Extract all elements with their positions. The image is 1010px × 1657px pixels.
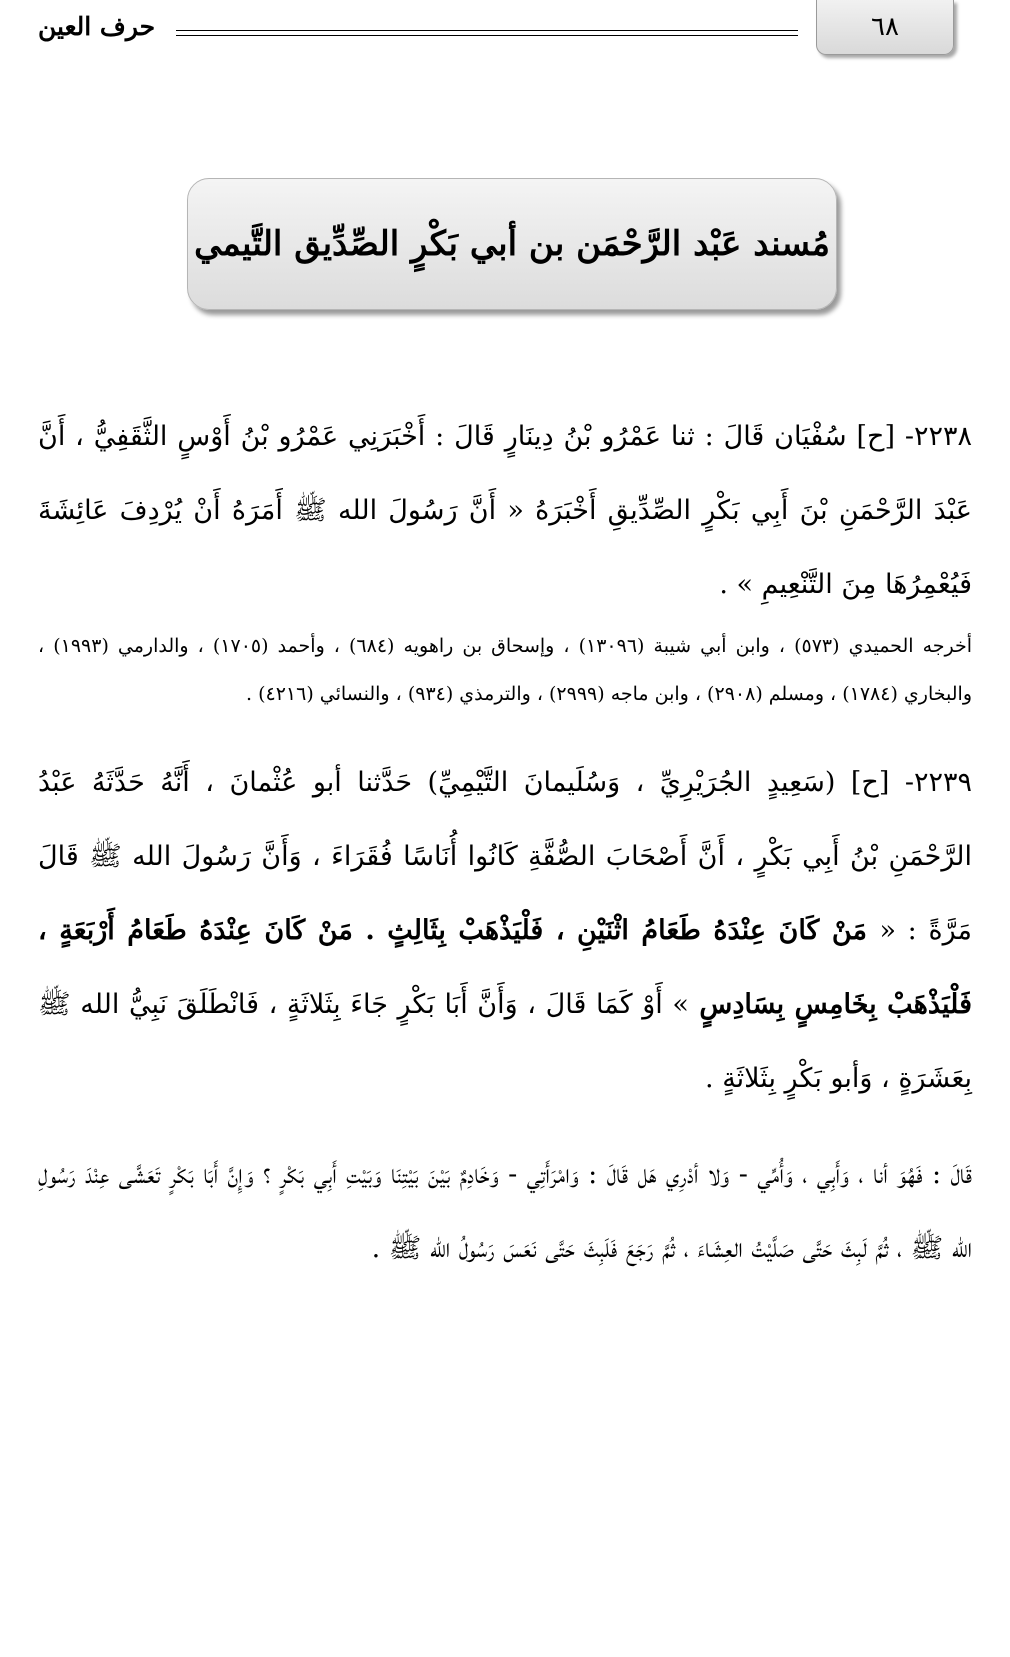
section-title-box	[187, 178, 837, 310]
hadith-2238-footnote: أخرجه الحميدي (٥٧٣) ، وابن أبي شيبة (١٣٠٩٦) ، وإسحاق بن راهويه (٦٨٤) ، وأحمد (١٧٠٥) ، والدارمي (١٩٩٣) ، والبخاري (١٧٨٤) ، ومسلم (٢٩٠٨) ، وابن ماجه (٢٩٩٩) ، والترمذي (٩٣٤) ، والنسائي (٤٢١٦) .	[38, 635, 973, 705]
hadith-2239-text	[38, 746, 972, 1116]
section-title: مُسند عَبْد الرَّحْمَن بن أبي بَكْرٍ الصِّدِّيق التَّيمي	[194, 224, 830, 264]
paragraph-gap	[38, 1116, 972, 1138]
page-number-tab	[816, 0, 954, 55]
page-header	[0, 0, 1010, 70]
page-number: ٦٨	[871, 12, 899, 42]
hadith-2239-continuation: قَالَ : فَهُوَ أنا ، وَأَبِي ، وَأُمِّي - وَلا أدْرِي هَل قَالَ : وَامْرَأَتِي - وَخَادِمٌ بَيْنَ بَيْتِنَا وَبَيْتِ أَبِي بَكْرٍ ؟ وَإِنَّ أَبَا بَكْرٍ تَعَشَّى عِنْدَ رَسُولِ الله ﷺ ، ثُمَّ لَبِثَ حَتَّى صَلَّيْتُ العِشَاءَ ، ثُمَّ رَجَعَ فَلَبِثَ حَتَّى نَعَسَ رَسُولُ الله ﷺ .	[38, 1159, 972, 1264]
chapter-name: حرف العين	[38, 12, 156, 41]
hadith-2238-text: ٢٢٣٨- [ح] سُفْيَان قَالَ : ثنا عَمْرُو بْنُ دِينَارٍ قَالَ : أَخْبَرَنِي عَمْرُو بْنُ أَوْسٍ الثَّقَفِيُّ ، أَنَّ عَبْدَ الرَّحْمَنِ بْنَ أَبِي بَكْرٍ الصِّدِّيقِ أَخْبَرَهُ « أَنَّ رَسُولَ الله ﷺ أَمَرَهُ أَنْ يُرْدِفَ عَائِشَةَ فَيُعْمِرُهَا مِنَ التَّنْعِيمِ » .	[38, 421, 972, 600]
hadith-2239-intro: ٢٢٣٩- [ح] (سَعِيدٍ الجُرَيْرِيِّ ، وَسُلَيمانَ التَّيْمِيِّ) حَدَّثنا أبو عُثْمانَ ، أَنَّهُ حَدَّثَهُ عَبْدُ الرَّحْمَنِ بْنُ أَبِي بَكْرٍ ، أَنَّ أَصْحَابَ الصُّفَّةِ كَانُوا أُنَاسًا فُقَرَاءَ ، وَأَنَّ رَسُولَ الله ﷺ قَالَ مَرَّةً : «	[38, 767, 972, 946]
hadith-2239-outro: » أَوْ كَمَا قَالَ ، وَأَنَّ أَبَا بَكْرٍ جَاءَ بِثَلاثَةٍ ، فَانْطَلَقَ نَبِيُّ الله ﷺ بِعَشَرَةٍ ، وَأبو بَكْرٍ بِثَلاثَةٍ .	[38, 989, 972, 1094]
hadith-2239-quote: مَنْ كَانَ عِنْدَهُ طَعَامُ اثْنَيْنِ ، فَلْيَذْهَبْ بِثَالِثٍ . مَنْ كَانَ عِنْدَهُ طَعَامُ أَرْبَعَةٍ ، فَلْيَذْهَبْ بِخَامِسٍ بِسَادِسٍ	[38, 915, 972, 1020]
header-rule	[176, 30, 798, 36]
page-content	[38, 400, 972, 1286]
